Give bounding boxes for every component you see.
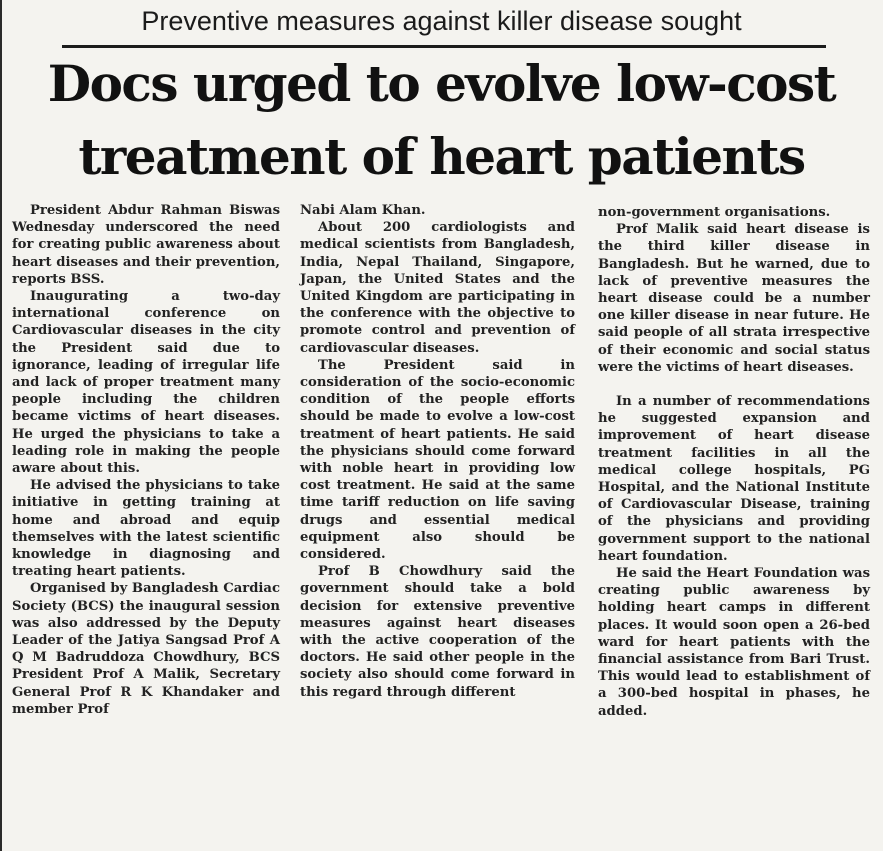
paragraph: He advised the physicians to take initiative in getting training at home and abroad and equip themselves with the latest scientific knowledge in diagnosing and treating heart patients. bbox=[12, 478, 280, 580]
paragraph: He said the Heart Foundation was creating public awareness by holding heart camps in different places. It would soon open a 26-bed ward for heart patients with the financial assistance from Bari Trust. This would lead to establishment of a 300-bed hospital in phases, he added. bbox=[598, 566, 870, 719]
paragraph: President Abdur Rahman Biswas Wednesday underscored the need for creating public awareness about heart diseases and their prevention, reports BSS. bbox=[12, 203, 280, 287]
headline-line-1: Docs urged to evolve low-cost bbox=[47, 54, 836, 113]
paragraph: Inaugurating a two-day international conference on Cardiovascular diseases in the city the President said due to ignorance, leading of irregular life and lack of proper treatment many people including the children became victims of heart diseases. He urged the physicians to take a leading role in making the people aware about this. bbox=[12, 289, 280, 477]
article-column-1 bbox=[12, 202, 280, 718]
kicker-rule bbox=[62, 45, 826, 48]
article-column-3 bbox=[598, 204, 870, 720]
paragraph: Prof Malik said heart disease is the third killer disease in Bangladesh. But he warned, due to lack of preventive measures the heart disease could be a number one killer disease in near future. He said people of all strata irrespective of their economic and social status were the victims of heart diseases. bbox=[598, 222, 870, 375]
paragraph: The President said in consideration of the socio-economic condition of the people efforts should be made to evolve a low-cost treatment of heart patients. He said the physicians should come forward with noble heart in providing low cost treatment. He said at the same time tariff reduction on life saving drugs and essential medical equipment also should be considered. bbox=[300, 357, 575, 563]
kicker-headline: Preventive measures against killer disease sought bbox=[141, 6, 742, 36]
article-column-2 bbox=[300, 202, 575, 701]
paragraph: non-government organisations. bbox=[598, 205, 831, 220]
headline-line-2: treatment of heart patients bbox=[78, 127, 805, 186]
paragraph: Prof B Chowdhury said the government should take a bold decision for extensive preventive measures against heart diseases with the active cooperation of the doctors. He said other people in the society also should come forward in this regard through different bbox=[300, 564, 575, 700]
paragraph: Nabi Alam Khan. bbox=[300, 203, 426, 218]
paragraph: Organised by Bangladesh Cardiac Society (BCS) the inaugural session was also addressed by the Deputy Leader of the Jatiya Sangsad Prof A Q M Badruddoza Chowdhury, BCS President Prof A Malik, Secretary General Prof R K Khandaker and member Prof bbox=[12, 581, 280, 717]
paragraph: In a number of recommendations he suggested expansion and improvement of heart disease treatment facilities in all the medical college hospitals, PG Hospital, and the National Institute of Cardiovascular Disease, training of the physicians and providing government support to the national heart foundation. bbox=[598, 394, 870, 564]
paragraph: About 200 cardiologists and medical scientists from Bangladesh, India, Nepal Thailand, Singapore, Japan, the United States and the United Kingdom are participating in the conference with the objective to promote control and prevention of cardiovascular diseases. bbox=[300, 220, 575, 356]
